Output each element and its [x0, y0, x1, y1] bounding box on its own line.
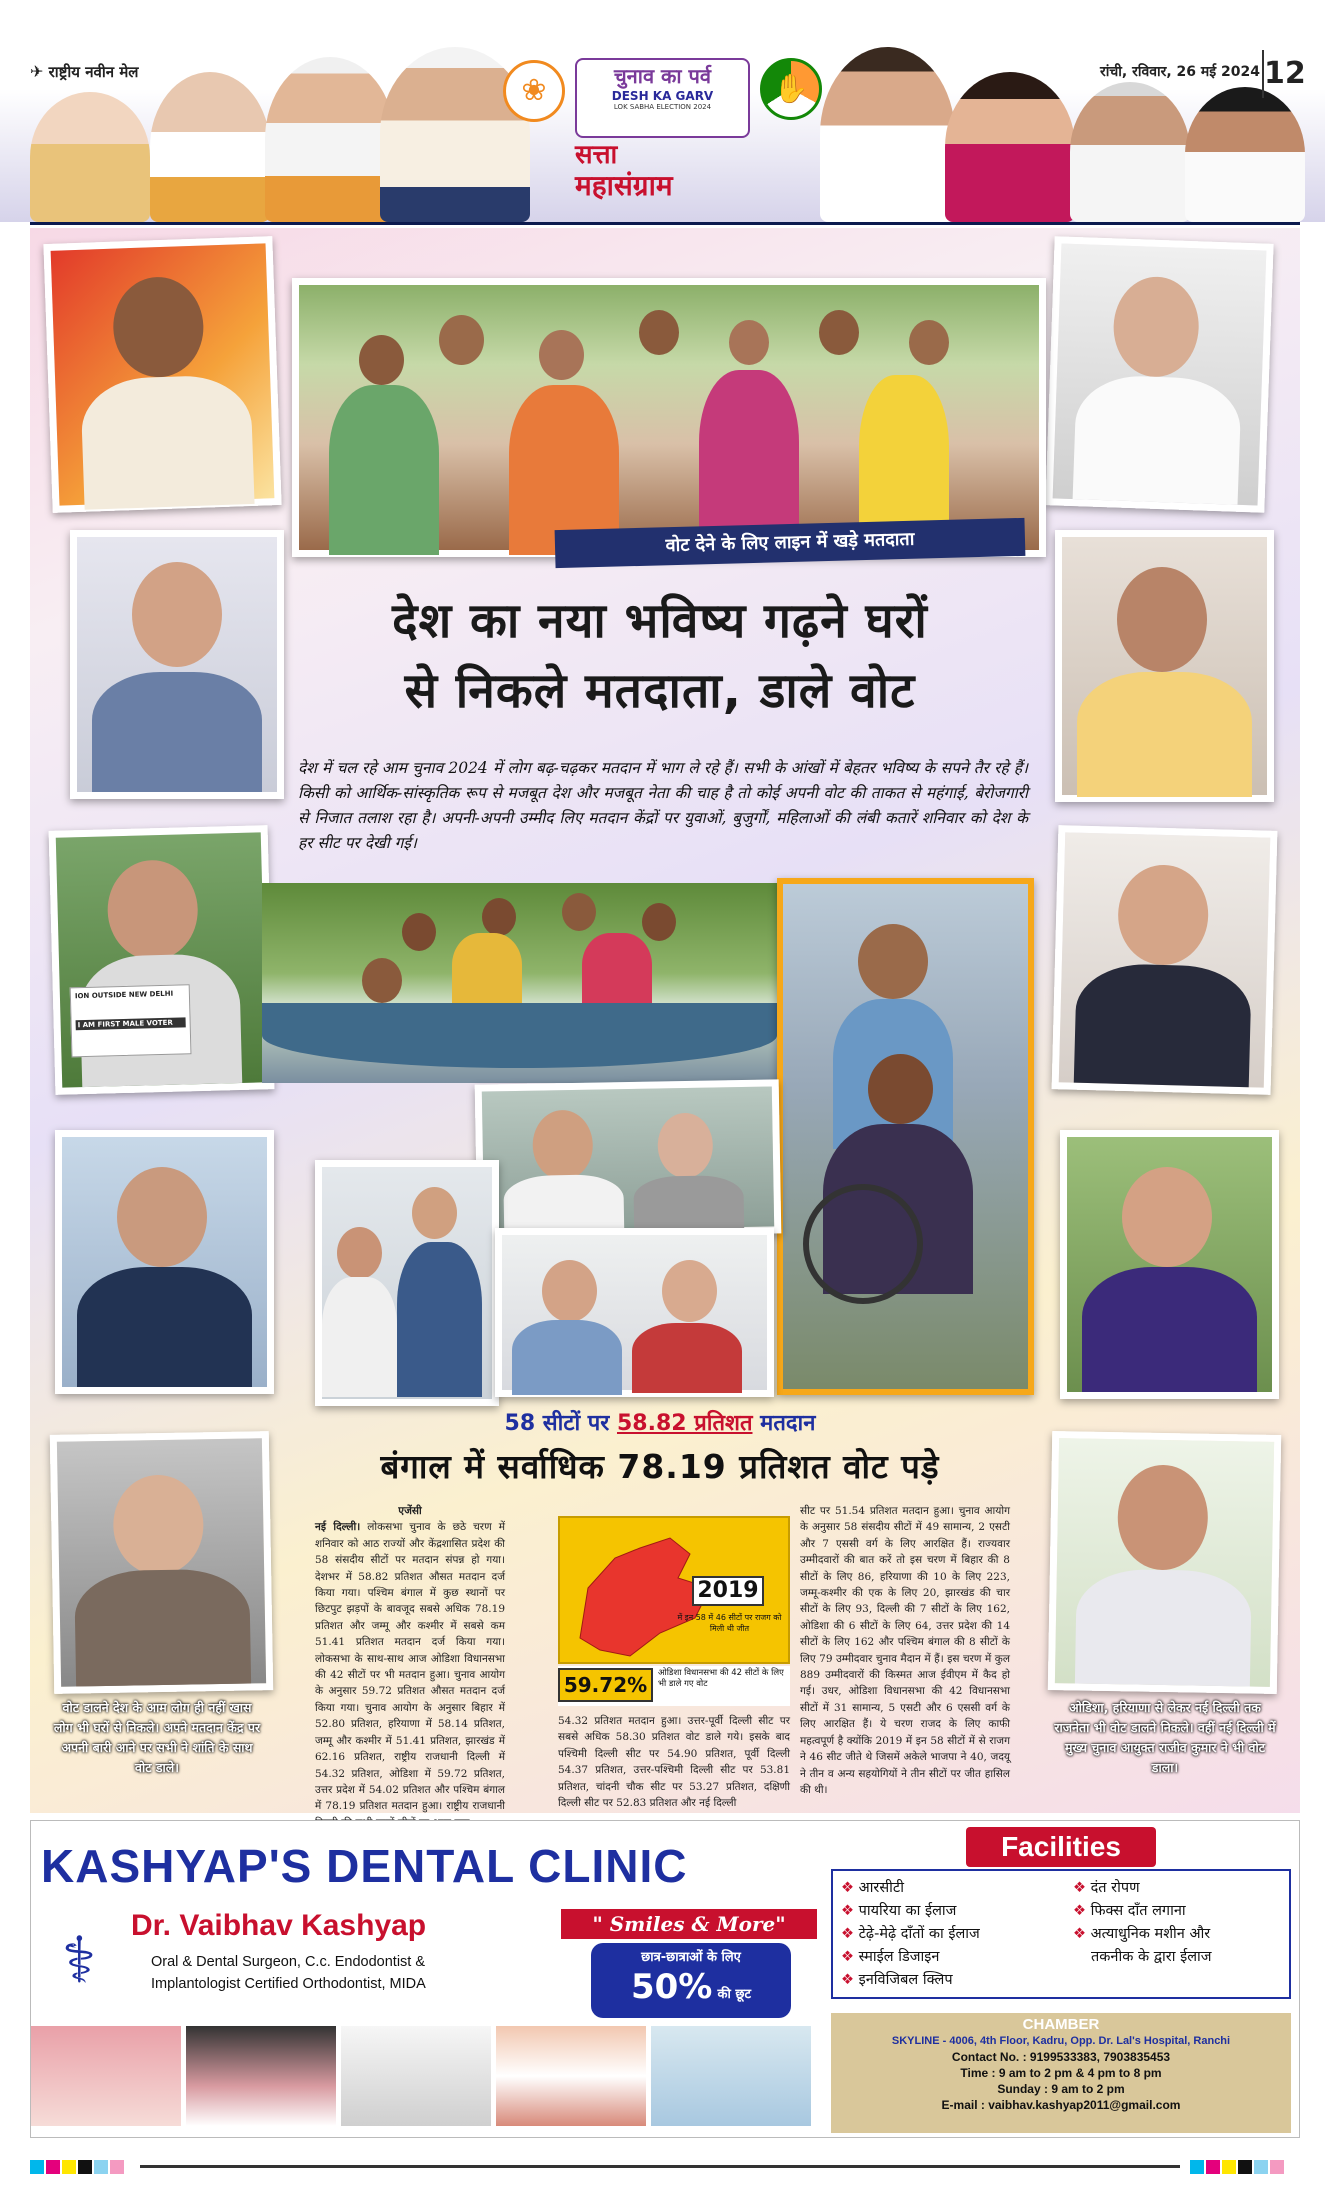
facility-item: ❖ फिक्स दाँत लगाना	[1073, 1903, 1186, 1919]
doctor-name: Dr. Vaibhav Kashyap	[131, 1909, 427, 1942]
photo-couple-voters	[315, 1160, 499, 1406]
header-rule	[30, 222, 1300, 225]
id-card-line1: ION OUTSIDE NEW DELHI	[74, 989, 174, 1001]
photo-man-beard-left	[55, 1130, 274, 1394]
voter-id-card	[70, 984, 192, 1057]
news-dateline: नई दिल्ली।	[315, 1521, 361, 1534]
chamber-title: CHAMBER	[1022, 2016, 1100, 2033]
facility-item: ❖ पायरिया का ईलाज	[841, 1903, 957, 1919]
bullet-icon: ❖	[1073, 1926, 1086, 1942]
bird-logo-icon: ✈	[30, 62, 44, 81]
leader-photo-5	[820, 47, 955, 222]
photo-voters-boat	[262, 883, 777, 1083]
chamber-address: SKYLINE - 4006, 4th Floor, Kadru, Opp. Dr. Lal's Hospital, Ranchi	[891, 2035, 1231, 2047]
byline: एजेंसी	[398, 1505, 422, 1517]
photo-woman-voter-left	[43, 236, 281, 513]
page-number: 12	[1264, 56, 1306, 91]
bjp-lotus-icon: ❀	[503, 60, 565, 122]
facility-item: ❖ अत्याधुनिक मशीन और	[1073, 1926, 1211, 1942]
left-caption: वोट डालने देश के आम लोग ही नहीं खास लोग भी घरों से निकले। अपने मतदान केंद्र पर अपनी बारी आने पर सभी ने शांति के साथ वोट डाले।	[53, 1700, 261, 1775]
dateline: रांची, रविवार, 26 मई 2024	[1100, 64, 1260, 80]
photo-woman-scarf-left	[50, 1431, 273, 1694]
leader-photo-1	[30, 92, 150, 222]
doctor-qualifications	[151, 1951, 581, 1995]
news-column-1-text: लोकसभा चुनाव के छठे चरण में शनिवार को आठ राज्यों और केंद्रशासित प्रदेश की 58 संसदीय सीटों पर मतदान संपन्न हो गया। देशभर में 58.82 प्रतिशत औसत मतदान दर्ज किया गया। पश्चिम बंगाल में कुछ स्थानों पर छिटपुट झड़पों के बावजूद सबसे अधिक 78.19 प्रतिशत और जम्मू और कश्मीर में सबसे कम 51.41 प्रतिशत मतदान दर्ज किया गया। लोकसभा के साथ-साथ आज ओडिशा विधानसभा की 42 सीटों पर भी मतदान हुआ। चुनाव आयोग के अनुसार 59.72 प्रतिशत औसत मतदान दर्ज किया गया। चुनाव आयोग के अनुसार बिहार में 52.80 प्रतिशत, हरियाणा में 58.14 प्रतिशत, जम्मू और कश्मीर में 51.41 प्रतिशत, झारखंड में 62.16 प्रतिशत, राष्ट्रीय राजधानी दिल्ली में 54.32 प्रतिशत, ओडिशा में 59.72 प्रतिशत, उत्तर प्रदेश में 54.02 प्रतिशत और पश्चिम बंगाल में 78.19 प्रतिशत मतदान हुआ। राष्ट्रीय राजधानी	[315, 1521, 505, 1813]
photo-man-voter-left-2	[70, 530, 284, 799]
main-headline	[260, 586, 1060, 726]
id-card-line2: I AM FIRST MALE VOTER	[76, 1017, 186, 1030]
photo-elderly-man-right	[1045, 236, 1273, 512]
chamber-email: E-mail : vaibhav.kashyap2011@gmail.com	[941, 2098, 1181, 2112]
queue-caption: वोट देने के लिए लाइन में खड़े मतदाता	[555, 518, 1026, 568]
chamber-time: Time : 9 am to 2 pm & 4 pm to 8 pm	[960, 2066, 1162, 2080]
facility-item: तकनीक के द्वारा ईलाज	[1091, 1949, 1212, 1965]
logo-subtitle: LOK SABHA ELECTION 2024	[613, 103, 712, 111]
election-feature	[30, 228, 1300, 1813]
odisha-map-graphic	[558, 1516, 790, 1664]
chamber-box	[831, 2013, 1291, 2133]
sub-head-seats: 58 सीटों पर	[504, 1411, 610, 1436]
print-color-bar-left	[30, 2160, 140, 2174]
chamber-contact: Contact No. : 9199533383, 7903835453	[951, 2050, 1171, 2064]
bengal-headline: बंगाल में सर्वाधिक 78.19 प्रतिशत वोट पड़े	[380, 1447, 940, 1486]
dental-clinic-ad	[30, 1820, 1300, 2138]
print-color-bar-right	[1190, 2160, 1300, 2174]
bullet-icon: ❖	[1073, 1880, 1086, 1896]
facilities-left-list	[841, 1877, 1071, 1992]
headline-line2: से निकले मतदाता, डाले वोट	[404, 663, 916, 719]
facilities-right-list	[1073, 1877, 1288, 1969]
sub-headline-turnout	[260, 1408, 1060, 1440]
facility-item: ❖ दंत रोपण	[1073, 1880, 1140, 1896]
bullet-icon: ❖	[841, 1926, 854, 1942]
election-logo	[575, 58, 750, 138]
facility-item: ❖ स्माईल डिजाइन	[841, 1949, 940, 1965]
clinic-tagline: " Smiles & More"	[561, 1909, 817, 1939]
leader-photo-3	[265, 57, 395, 222]
page-header	[0, 0, 1325, 222]
facility-item: ❖ आरसीटी	[841, 1880, 904, 1896]
section-title	[575, 140, 775, 218]
right-caption: ओडिशा, हरियाणा से लेकर नई दिल्ली तक राजनेता भी वोट डालने निकले। वहीं नई दिल्ली में मुख्य चुनाव आयुक्त राजीव कुमार ने भी वोट डाला।	[1054, 1700, 1276, 1775]
bullet-icon: ❖	[841, 1903, 854, 1919]
photo-man-id-card	[49, 825, 275, 1095]
odisha-turnout-box	[558, 1666, 790, 1706]
leader-photo-2	[150, 72, 270, 222]
bullet-icon: ❖	[1073, 1903, 1086, 1919]
photo-politician-mother-son	[475, 1079, 782, 1238]
map-note: में इन 58 में 46 सीटों पर राजग को मिली थी जीत	[677, 1613, 782, 1633]
offer-percent: 50%	[630, 1967, 713, 2007]
photo-wheelchair-voter	[777, 878, 1034, 1395]
dental-photo-bridge	[186, 2026, 336, 2126]
leader-photo-7	[1070, 82, 1190, 222]
sub-head-voting: मतदान	[760, 1411, 816, 1436]
paper-name	[30, 62, 180, 92]
section-title-line2: महासंग्राम	[575, 169, 673, 202]
chamber-sunday: Sunday : 9 am to 2 pm	[997, 2082, 1125, 2096]
bullet-icon: ❖	[841, 1949, 854, 1965]
photo-official-right	[1048, 1431, 1281, 1694]
news-column-2: 54.32 प्रतिशत मतदान हुआ। उत्तर-पूर्वी दिल्ली सीट पर सबसे अधिक 58.30 प्रतिशत वोट डाले गये। इसके बाद पश्चिमी दिल्ली सीट पर 54.90 प्रतिशत, पूर्वी दिल्ली 54.37 प्रतिशत, उत्तर-पश्चिमी दिल्ली सीट पर 53.81 प्रतिशत, चांदनी चौक सीट पर 53.27 प्रतिशत, दक्षिणी दिल्ली सीट पर 52.83 प्रतिशत और नई दिल्ली	[558, 1715, 790, 1810]
facilities-box	[831, 1869, 1291, 1999]
dental-photo-implant	[341, 2026, 491, 2126]
odisha-turnout-note: ओडिशा विधानसभा की 42 सीटों के लिए भी डाले गए वोट	[658, 1668, 784, 1689]
logo-title-hindi: चुनाव का पर्व	[613, 64, 712, 88]
paper-name-text: राष्ट्रीय नवीन मेल	[48, 63, 139, 81]
caduceus-icon: ⚕	[61, 1924, 97, 1998]
headline-line1: देश का नया भविष्य गढ़ने घरों	[392, 593, 928, 649]
news-column-1	[315, 1503, 505, 1813]
bullet-icon: ❖	[841, 1880, 854, 1896]
sub-head-percent: 58.82 प्रतिशत	[616, 1411, 753, 1436]
section-title-line1: सत्ता	[575, 140, 618, 170]
congress-hand-icon: ✋	[760, 58, 822, 120]
dental-photo-child	[651, 2026, 811, 2126]
photo-woman-glasses-right	[1052, 825, 1278, 1095]
offer-line: छात्र-छात्राओं के लिए	[641, 1950, 741, 1965]
leader-photo-6	[945, 72, 1075, 222]
facility-item: ❖ इनविजिबल क्लिप	[841, 1972, 953, 1988]
dental-photo-dentures	[31, 2026, 181, 2126]
photo-bearded-man-right	[1055, 530, 1274, 802]
photo-woman-bindi-right	[1060, 1130, 1279, 1399]
facilities-title: Facilities	[966, 1827, 1156, 1867]
clinic-name: KASHYAP'S DENTAL CLINIC	[41, 1840, 688, 1892]
student-offer	[591, 1943, 791, 2018]
photo-voters-queue	[292, 278, 1046, 557]
intro-paragraph: देश में चल रहे आम चुनाव 2024 में लोग बढ़-चढ़कर मतदान में भाग ले रहे हैं। सभी के आंखों में बेहतर भविष्य के सपने तैर रहे हैं। किसी को आर्थिक-सांस्कृतिक रूप से मजबूत देश और मजबूत नेता की चाह है तो कोई अपनी वोट की ताकत से महंगाई, बेरोजगारी से निजात तलाश रहा है। अपनी-अपनी उम्मीद लिए मतदान केंद्रों पर युवाओं, बुजुर्गों, महिलाओं की लंबी कतारें शनिवार को देश के हर सीट पर देखी गई।	[298, 759, 1028, 852]
page-number-box	[1262, 50, 1306, 98]
dental-photo-smile	[496, 2026, 646, 2126]
leader-photo-8	[1185, 87, 1305, 222]
bullet-icon: ❖	[841, 1972, 854, 1988]
odisha-turnout-percent: 59.72%	[558, 1668, 653, 1702]
map-year: 2019	[692, 1576, 764, 1606]
offer-suffix: की छूट	[717, 1987, 752, 2002]
facility-item: ❖ टेढ़े-मेढ़े दाँतों का ईलाज	[841, 1926, 980, 1942]
logo-title-english: DESH KA GARV	[611, 89, 714, 103]
photo-leader-couple	[495, 1228, 774, 1397]
qualification-line2: Implantologist Certified Orthodontist, MIDA	[151, 1976, 426, 1992]
news-column-3: सीट पर 51.54 प्रतिशत मतदान हुआ। चुनाव आयोग के अनुसार 58 संसदीय सीटों में 49 सामान्य, 2 एसटी और 7 एससी वर्ग के लिए आरक्षित हैं। राज्यवार उम्मीदवारों की बात करें तो इस चरण में बिहार की 8 सीटों के लिए 86, हरियाणा की 10 के लिए 223, जम्मू-कश्मीर की एक के लिए 20, झारखंड की चार सीटों के लिए 93, दिल्ली की 7 सीटों के लिए 162, ओडिशा की 6 सीटों के लिए 64, उत्तर प्रदेश की 14 सीटों के लिए 162 और पश्चिम बंगाल की 8 सीटों के लिए 79 उम्मीदवार चुनाव मैदान में हैं। इस चरण में कुल 889 उम्मीदवारों की किस्मत आज ईवीएम में कैद हो गई। उधर, ओडिशा विधानसभा की 42 विधानसभा सीटों में 31 सामान्य, 5 एसटी और 6 एससी वर्ग के लिए आरक्षित हैं। ये चरण राजद के लिए काफी महत्वपूर्ण है क्योंकि 2019 में इन 58 सीटों में से राजग ने 46 सीट जीते थे जिसमें अकेले भाजपा ने 40, जदयू ने तीन व अन्य सहयोगियों ने तीन सीटों पर जीत हासिल की थी।	[800, 1505, 1010, 1796]
qualification-line1: Oral & Dental Surgeon, C.c. Endodontist &	[151, 1954, 426, 1970]
print-rule-bottom	[140, 2165, 1180, 2168]
